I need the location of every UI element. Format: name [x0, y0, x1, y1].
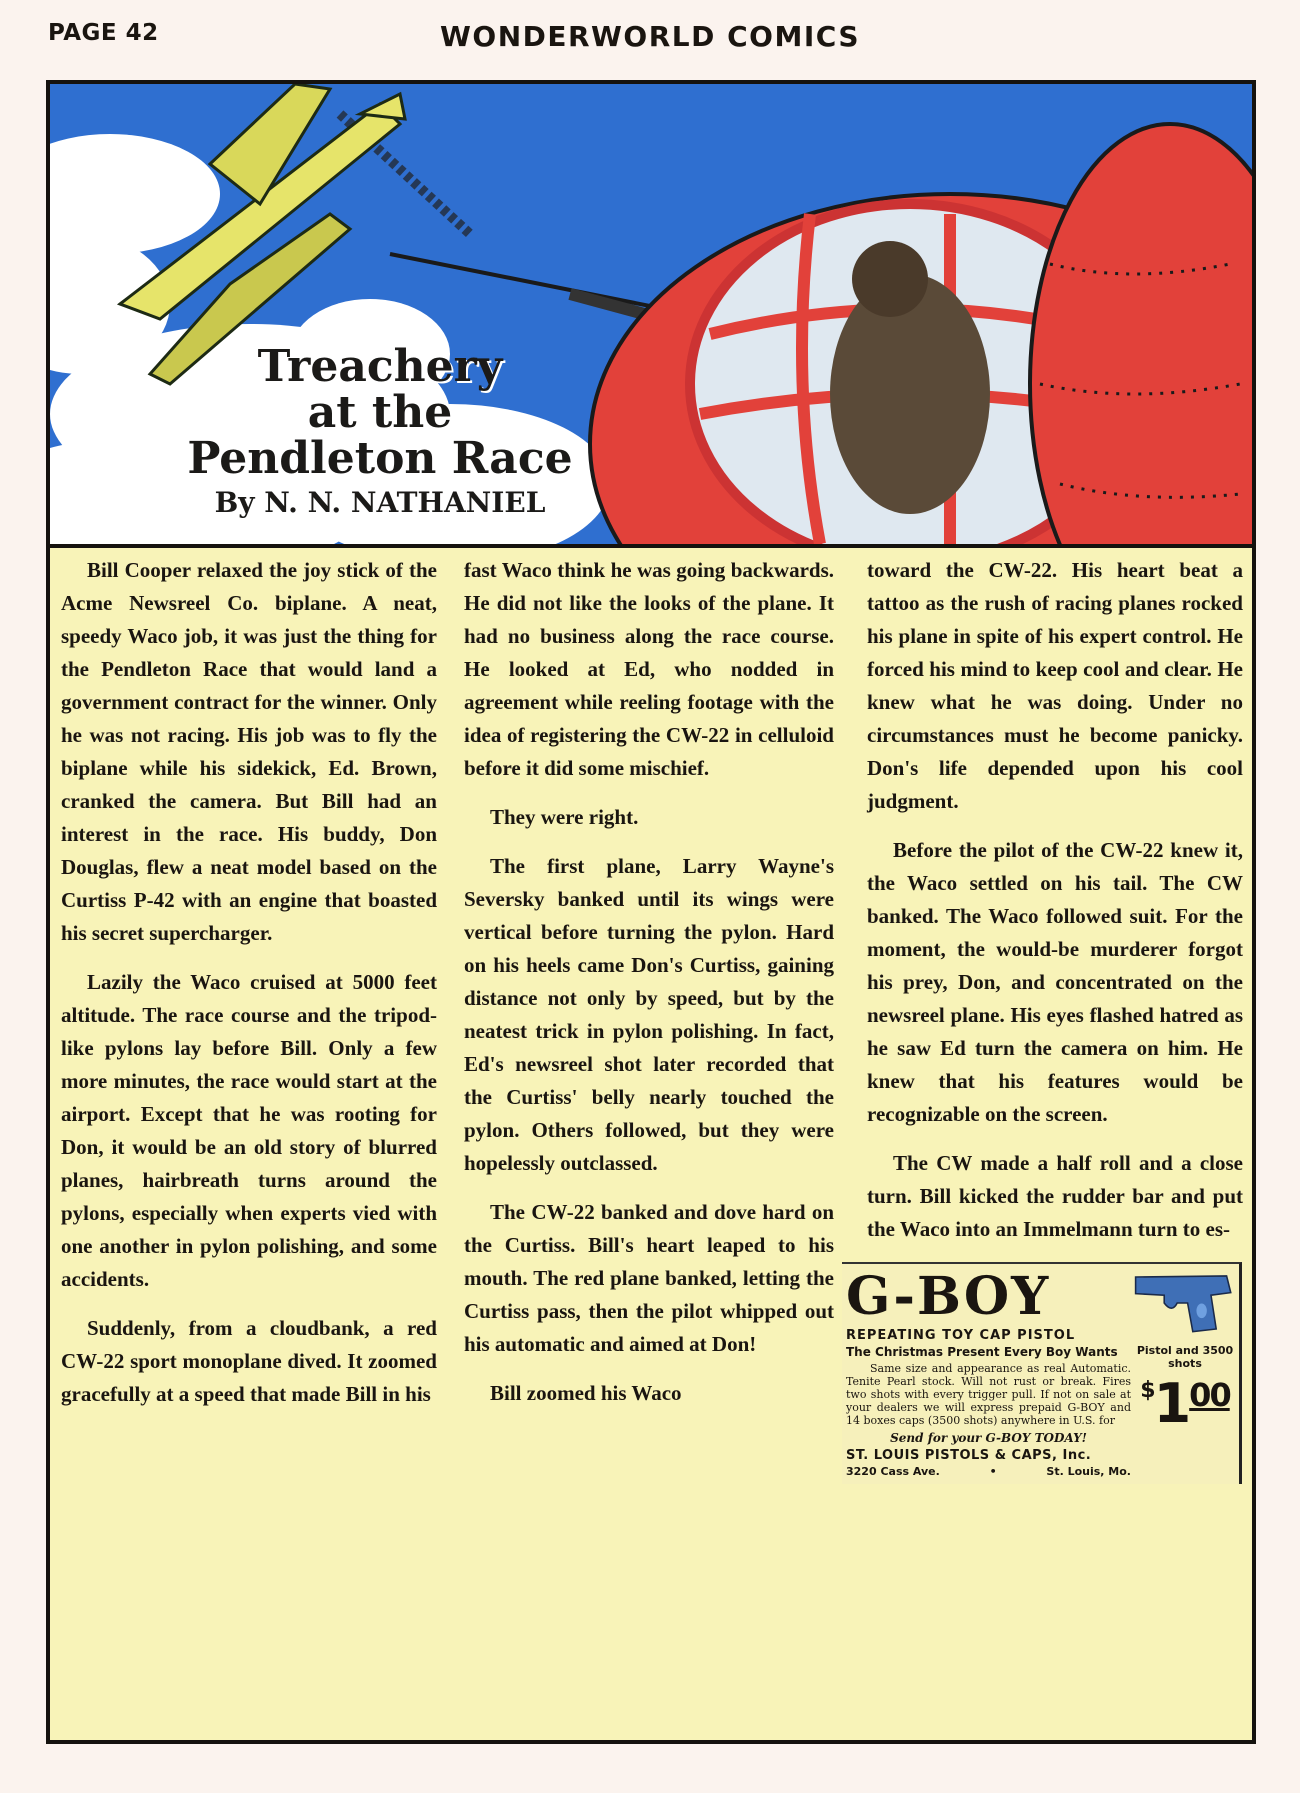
paragraph: Bill zoomed his Waco	[490, 1381, 682, 1405]
magazine-title: WONDERWORLD COMICS	[440, 20, 860, 53]
toy-pistol-icon	[1133, 1268, 1237, 1338]
page-number: PAGE 42	[48, 20, 159, 46]
text-column-3	[846, 554, 1243, 1484]
ad-price-note: Pistol and 3500 shots	[1136, 1344, 1234, 1370]
ad-company: ST. LOUIS PISTOLS & CAPS, Inc.	[846, 1448, 1092, 1463]
title-line: at the	[307, 387, 453, 438]
text-column-2	[464, 554, 834, 1426]
paragraph: Bill Cooper relaxed the joy stick of the Acme Newsreel Co. biplane. A neat, speedy Waco job, it was just the thing for the Pendleton Race that would land a government contract for the winner. Only he was not racing. His job was to fly the biplane while his sidekick, Ed. Brown, cranked the camera. But Bill had an interest in the race. His buddy, Don Douglas, flew a neat model based on the Curtiss P-42 with an engine that boasted his secret supercharger.	[61, 558, 437, 945]
ad-text-block	[846, 1268, 1131, 1478]
title-line: Treachery	[257, 341, 503, 392]
paragraph: They were right.	[490, 805, 639, 829]
ad-price-block	[1131, 1268, 1239, 1478]
g-boy-advertisement	[842, 1262, 1242, 1484]
ad-address-separator: •	[989, 1465, 997, 1478]
ad-price	[1140, 1374, 1229, 1434]
price-whole: 1	[1153, 1372, 1190, 1435]
byline: By N. N. NATHANIEL	[214, 486, 546, 519]
ad-tagline: The Christmas Present Every Boy Wants	[846, 1345, 1118, 1359]
ad-call-to-action: Send for your G-BOY TODAY!	[890, 1431, 1087, 1445]
ad-street: 3220 Cass Ave.	[846, 1465, 940, 1478]
paragraph: Lazily the Waco cruised at 5000 feet altitude. The race course and the tripod-like pylons lay before Bill. Only a few more minutes, the race would start at the airport. Except that he was rooting for Don, it would be an old story of blurred planes, hairbreath turns around the pylons, especially when experts vied with one another in pylon polishing, and some accidents.	[61, 970, 437, 1291]
paragraph: toward the CW-22. His heart beat a tattoo as the rush of racing planes rocked his plane in spite of his expert control. He forced his mind to keep cool and clear. He knew what he was doing. Under no circumstances must he become panicky. Don's life depended upon his cool judgment.	[867, 558, 1243, 813]
text-column-1	[61, 554, 437, 1427]
ad-city: St. Louis, Mo.	[1046, 1465, 1131, 1478]
story-title	[165, 341, 595, 519]
paragraph: Suddenly, from a cloudbank, a red CW-22 sport monoplane dived. It zoomed gracefully at a speed that made Bill in his	[61, 1316, 437, 1406]
ad-subtitle: REPEATING TOY CAP PISTOL	[846, 1328, 1076, 1343]
ad-address	[846, 1465, 1131, 1478]
title-line: Pendleton Race	[187, 433, 573, 484]
story-frame	[46, 80, 1256, 1744]
price-cents: 00	[1189, 1376, 1230, 1414]
ad-brand: G-BOY	[846, 1266, 1051, 1327]
paragraph: The CW made a half roll and a close turn. Bill kicked the rudder bar and put the Waco into an Immelmann turn to es-	[867, 1151, 1243, 1241]
ad-body: Same size and appearance as real Automatic. Tenite Pearl stock. Will not rust or break. Fires two shots with every trigger pull. If not on sale at your dealers we will express prepaid G-BOY and 14 boxes caps (3500 shots) anywhere in U.S. for	[846, 1362, 1131, 1427]
paragraph: Before the pilot of the CW-22 knew it, the Waco settled on his tail. The CW banked. The Waco followed suit. For the moment, the would-be murderer forgot his prey, Don, and concentrated on the newsreel plane. His eyes flashed hatred as he saw Ed turn the camera on him. He knew that his features would be recognizable on the screen.	[867, 838, 1243, 1126]
price-dollar: $	[1140, 1378, 1154, 1403]
title-illustration	[50, 84, 1252, 548]
paragraph: The first plane, Larry Wayne's Seversky banked until its wings were vertical before turning the pylon. Hard on his heels came Don's Curtiss, gaining distance not only by speed, but by the neatest trick in pylon polishing. In fact, Ed's newsreel shot later recorded that the Curtiss' belly nearly touched the pylon. Others followed, but they were hopelessly outclassed.	[464, 854, 834, 1175]
paragraph: fast Waco think he was going backwards. He did not like the looks of the plane. It had no business along the race course. He looked at Ed, who nodded in agreement while reeling footage with the idea of registering the CW-22 in celluloid before it did some mischief.	[464, 558, 834, 780]
paragraph: The CW-22 banked and dove hard on the Curtiss. Bill's heart leaped to his mouth. The red plane banked, letting the Curtiss pass, then the pilot whipped out his automatic and aimed at Don!	[464, 1200, 834, 1356]
